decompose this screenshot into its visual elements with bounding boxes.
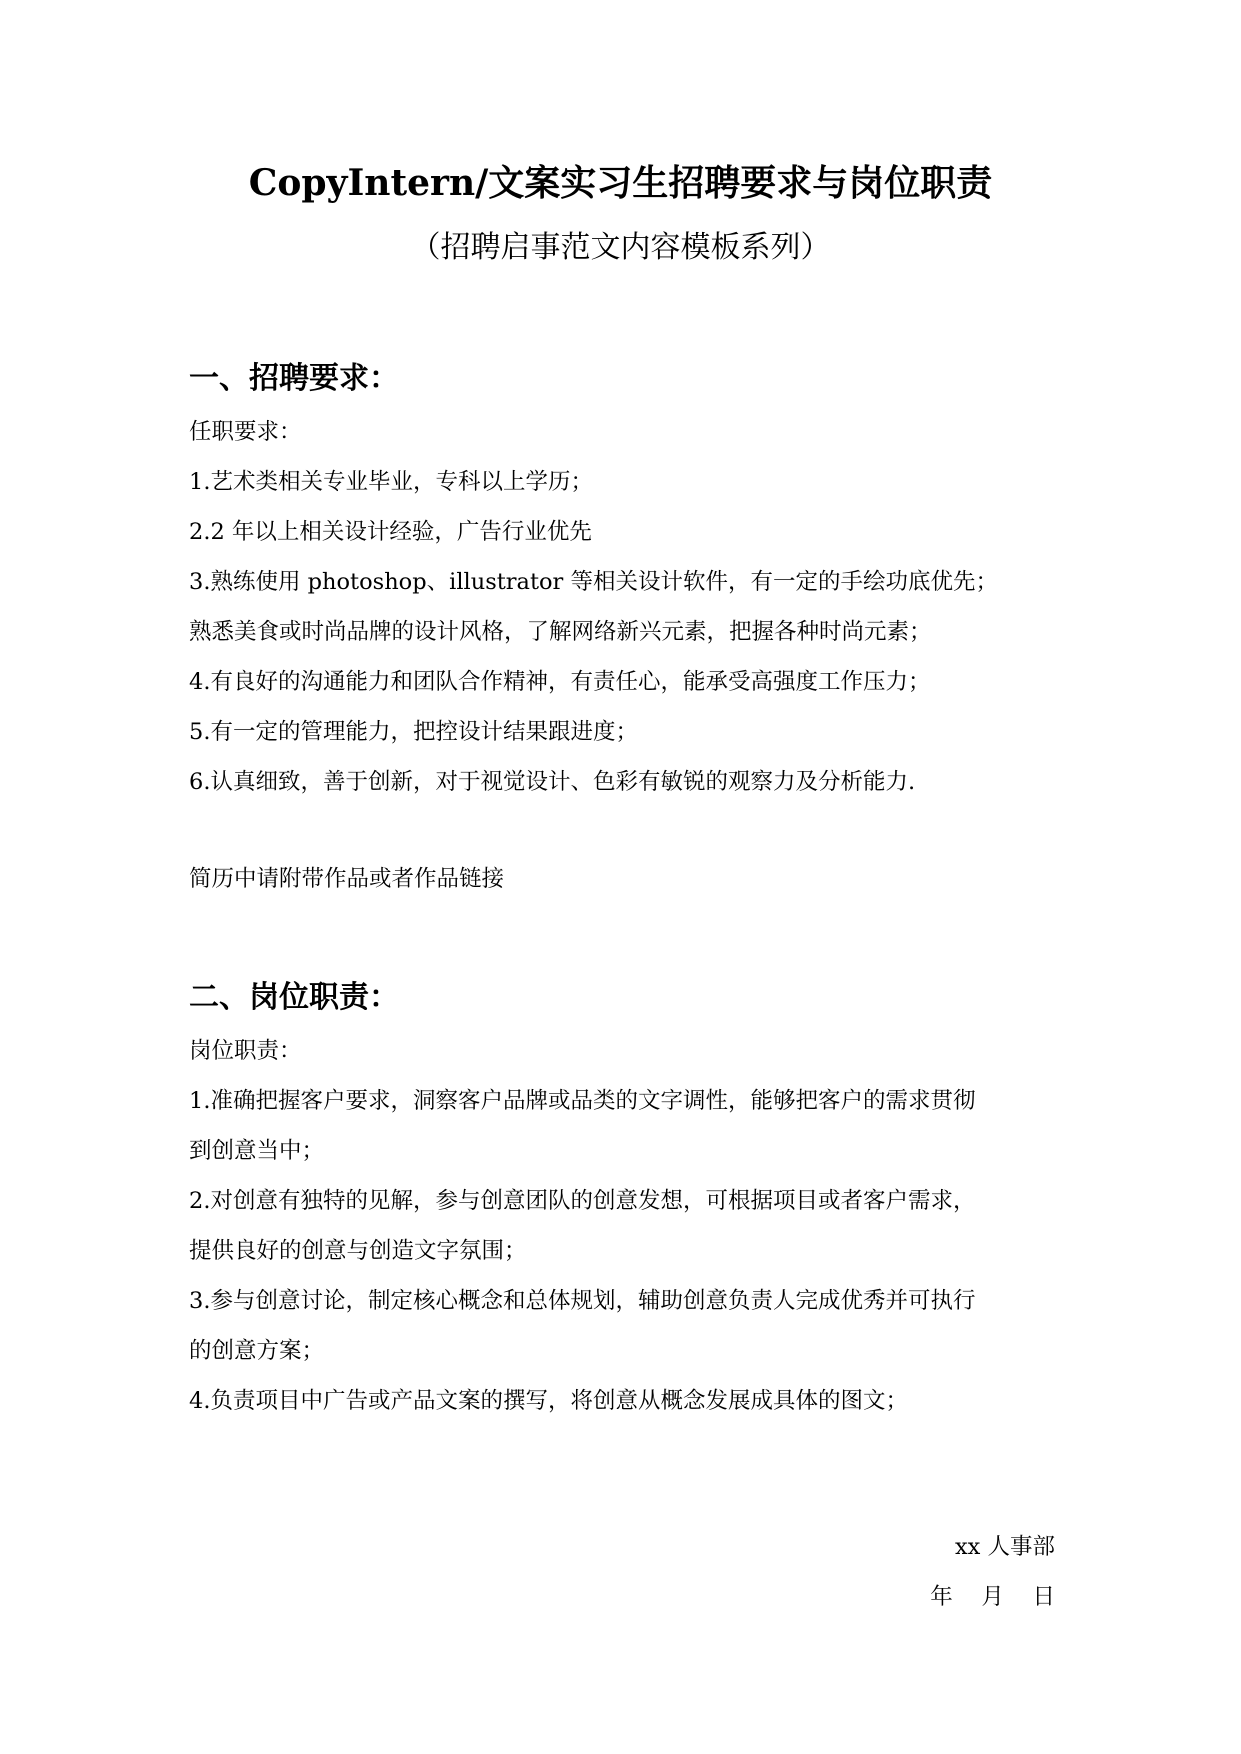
- duties-line: 2.对创意有独特的见解，参与创意团队的创意发想，可根据项目或者客户需求，: [189, 1188, 976, 1214]
- duties-line: 的创意方案；: [189, 1338, 325, 1364]
- requirements-line: 2.2 年以上相关设计经验，广告行业优先: [189, 519, 592, 545]
- requirements-line: 4.有良好的沟通能力和团队合作精神，有责任心，能承受高强度工作压力；: [189, 669, 931, 695]
- duties-line: 1.准确把握客户要求，洞察客户品牌或品类的文字调性，能够把客户的需求贯彻: [189, 1088, 976, 1114]
- requirements-line: 6.认真细致，善于创新，对于视觉设计、色彩有敏锐的观察力及分析能力.: [189, 769, 916, 795]
- requirements-line: 熟悉美食或时尚品牌的设计风格，了解网络新兴元素，把握各种时尚元素；: [189, 619, 932, 645]
- signature-department: xx 人事部: [954, 1534, 1055, 1560]
- document-subtitle: （招聘启事范文内容模板系列）: [410, 230, 831, 265]
- requirements-line: 5.有一定的管理能力，把控设计结果跟进度；: [189, 719, 638, 745]
- requirements-line: 3.熟练使用 photoshop、illustrator 等相关设计软件，有一定的手绘功底优先；: [189, 569, 998, 595]
- duties-line: 提供良好的创意与创造文字氛围；: [189, 1238, 527, 1264]
- duties-line: 到创意当中；: [189, 1138, 325, 1164]
- signature-date: 年 月 日: [930, 1584, 1055, 1610]
- requirements-line: 任职要求：: [189, 419, 302, 445]
- portfolio-note: 简历中请附带作品或者作品链接: [189, 866, 505, 892]
- duties-line: 4.负责项目中广告或产品文案的撰写，将创意从概念发展成具体的图文；: [189, 1388, 908, 1414]
- section-heading-duties: 二、岗位职责：: [189, 980, 399, 1015]
- section-heading-requirements: 一、招聘要求：: [189, 361, 399, 396]
- requirements-line: 1.艺术类相关专业毕业，专科以上学历；: [189, 469, 593, 495]
- document-title: CopyIntern/文案实习生招聘要求与岗位职责: [248, 162, 993, 204]
- duties-line: 3.参与创意讨论，制定核心概念和总体规划，辅助创意负责人完成优秀并可执行: [189, 1288, 976, 1314]
- duties-line: 岗位职责：: [189, 1038, 302, 1064]
